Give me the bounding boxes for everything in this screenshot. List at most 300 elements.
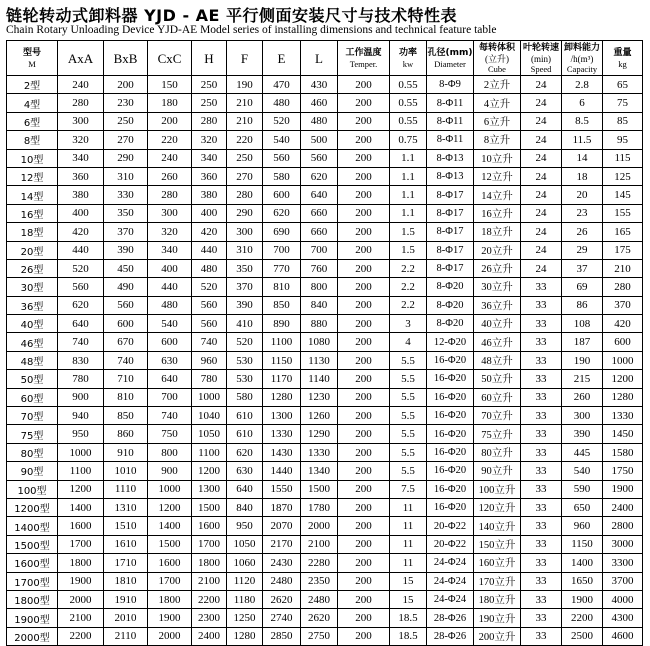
cell-diameter: 24-Φ24 bbox=[427, 590, 474, 608]
cell-e: 770 bbox=[263, 259, 301, 277]
cell-power: 15 bbox=[390, 590, 427, 608]
cell-f: 840 bbox=[227, 498, 263, 516]
table-row bbox=[7, 498, 643, 516]
cell-cxc: 1800 bbox=[148, 590, 192, 608]
table-row bbox=[7, 296, 643, 314]
cell-power: 4 bbox=[390, 333, 427, 351]
cell-cube: 8立升 bbox=[474, 131, 521, 149]
cell-cube: 70立升 bbox=[474, 407, 521, 425]
cell-cxc: 2000 bbox=[148, 627, 192, 645]
header-cxc: CxC bbox=[148, 41, 192, 76]
cell-cube: 20立升 bbox=[474, 241, 521, 259]
cell-speed: 33 bbox=[521, 407, 562, 425]
cell-weight: 125 bbox=[603, 167, 643, 185]
cell-cube: 48立升 bbox=[474, 351, 521, 369]
cell-capacity: 260 bbox=[562, 388, 603, 406]
cell-cube: 120立升 bbox=[474, 498, 521, 516]
cell-l: 430 bbox=[301, 76, 338, 94]
cell-power: 5.5 bbox=[390, 370, 427, 388]
cell-diameter: 16-Φ20 bbox=[427, 388, 474, 406]
cell-diameter: 8-Φ11 bbox=[427, 112, 474, 130]
cell-e: 560 bbox=[263, 149, 301, 167]
cell-model: 26型 bbox=[7, 259, 58, 277]
cell-cube: 30立升 bbox=[474, 278, 521, 296]
cell-h: 380 bbox=[192, 186, 227, 204]
cell-cxc: 900 bbox=[148, 462, 192, 480]
cell-weight: 85 bbox=[603, 112, 643, 130]
table-row bbox=[7, 259, 643, 277]
cell-l: 1130 bbox=[301, 351, 338, 369]
table-row bbox=[7, 370, 643, 388]
cell-bxb: 290 bbox=[104, 149, 148, 167]
cell-f: 410 bbox=[227, 315, 263, 333]
cell-axa: 340 bbox=[58, 149, 104, 167]
cell-power: 5.5 bbox=[390, 462, 427, 480]
table-row bbox=[7, 480, 643, 498]
cell-e: 520 bbox=[263, 112, 301, 130]
cell-power: 1.5 bbox=[390, 241, 427, 259]
cell-l: 1500 bbox=[301, 480, 338, 498]
cell-cxc: 320 bbox=[148, 223, 192, 241]
cell-h: 360 bbox=[192, 167, 227, 185]
cell-temper: 200 bbox=[338, 370, 390, 388]
cell-f: 610 bbox=[227, 407, 263, 425]
cell-axa: 1800 bbox=[58, 554, 104, 572]
cell-axa: 240 bbox=[58, 76, 104, 94]
cell-diameter: 28-Φ26 bbox=[427, 609, 474, 627]
cell-diameter: 16-Φ20 bbox=[427, 480, 474, 498]
cell-l: 640 bbox=[301, 186, 338, 204]
table-row bbox=[7, 94, 643, 112]
cell-cxc: 220 bbox=[148, 131, 192, 149]
cell-power: 5.5 bbox=[390, 351, 427, 369]
cell-model: 12型 bbox=[7, 167, 58, 185]
cell-speed: 24 bbox=[521, 223, 562, 241]
cell-diameter: 8-Φ17 bbox=[427, 204, 474, 222]
cell-capacity: 14 bbox=[562, 149, 603, 167]
table-row bbox=[7, 278, 643, 296]
cell-h: 280 bbox=[192, 112, 227, 130]
header-bxb: BxB bbox=[104, 41, 148, 76]
cell-f: 210 bbox=[227, 94, 263, 112]
cell-capacity: 2500 bbox=[562, 627, 603, 645]
cell-speed: 33 bbox=[521, 296, 562, 314]
cell-temper: 200 bbox=[338, 259, 390, 277]
cell-capacity: 445 bbox=[562, 443, 603, 461]
cell-temper: 200 bbox=[338, 186, 390, 204]
cell-diameter: 16-Φ20 bbox=[427, 462, 474, 480]
cell-l: 760 bbox=[301, 259, 338, 277]
cell-e: 1170 bbox=[263, 370, 301, 388]
cell-axa: 640 bbox=[58, 315, 104, 333]
cell-diameter: 24-Φ24 bbox=[427, 554, 474, 572]
cell-model: 14型 bbox=[7, 186, 58, 204]
cell-model: 2000型 bbox=[7, 627, 58, 645]
cell-f: 630 bbox=[227, 462, 263, 480]
header-e: E bbox=[263, 41, 301, 76]
header-axa: AxA bbox=[58, 41, 104, 76]
cell-cube: 170立升 bbox=[474, 572, 521, 590]
cell-cxc: 1700 bbox=[148, 572, 192, 590]
cell-temper: 200 bbox=[338, 388, 390, 406]
cell-axa: 780 bbox=[58, 370, 104, 388]
cell-speed: 24 bbox=[521, 186, 562, 204]
cell-e: 2620 bbox=[263, 590, 301, 608]
cell-l: 1340 bbox=[301, 462, 338, 480]
header-cube: 每转体积 (立升) Cube bbox=[474, 41, 521, 76]
cell-model: 1900型 bbox=[7, 609, 58, 627]
cell-capacity: 8.5 bbox=[562, 112, 603, 130]
cell-f: 520 bbox=[227, 333, 263, 351]
cell-speed: 33 bbox=[521, 388, 562, 406]
cell-power: 5.5 bbox=[390, 443, 427, 461]
cell-temper: 200 bbox=[338, 333, 390, 351]
cell-f: 350 bbox=[227, 259, 263, 277]
cell-speed: 24 bbox=[521, 112, 562, 130]
cell-speed: 33 bbox=[521, 572, 562, 590]
cell-e: 2170 bbox=[263, 535, 301, 553]
cell-speed: 24 bbox=[521, 76, 562, 94]
cell-cxc: 1600 bbox=[148, 554, 192, 572]
cell-axa: 740 bbox=[58, 333, 104, 351]
table-row bbox=[7, 443, 643, 461]
spec-table-body bbox=[7, 76, 643, 646]
cell-power: 15 bbox=[390, 572, 427, 590]
cell-temper: 200 bbox=[338, 425, 390, 443]
cell-diameter: 8-Φ17 bbox=[427, 186, 474, 204]
cell-weight: 3700 bbox=[603, 572, 643, 590]
cell-h: 1500 bbox=[192, 498, 227, 516]
cell-model: 1700型 bbox=[7, 572, 58, 590]
cell-f: 640 bbox=[227, 480, 263, 498]
cell-weight: 115 bbox=[603, 149, 643, 167]
cell-capacity: 2.8 bbox=[562, 76, 603, 94]
cell-capacity: 11.5 bbox=[562, 131, 603, 149]
cell-l: 1230 bbox=[301, 388, 338, 406]
cell-bxb: 490 bbox=[104, 278, 148, 296]
cell-e: 480 bbox=[263, 94, 301, 112]
cell-diameter: 16-Φ20 bbox=[427, 498, 474, 516]
cell-f: 1250 bbox=[227, 609, 263, 627]
cell-cube: 16立升 bbox=[474, 204, 521, 222]
cell-cube: 200立升 bbox=[474, 627, 521, 645]
cell-cxc: 1400 bbox=[148, 517, 192, 535]
cell-l: 1290 bbox=[301, 425, 338, 443]
title-chinese: 链轮转动式卸料器 YJD - AE 平行侧面安装尺寸与技术特性表 bbox=[6, 6, 458, 25]
header-l: L bbox=[301, 41, 338, 76]
cell-cxc: 480 bbox=[148, 296, 192, 314]
cell-power: 1.5 bbox=[390, 223, 427, 241]
cell-axa: 2100 bbox=[58, 609, 104, 627]
header-weight: 重量 kg bbox=[603, 41, 643, 76]
table-row bbox=[7, 425, 643, 443]
cell-power: 0.75 bbox=[390, 131, 427, 149]
cell-cube: 75立升 bbox=[474, 425, 521, 443]
cell-diameter: 16-Φ20 bbox=[427, 407, 474, 425]
cell-cxc: 400 bbox=[148, 259, 192, 277]
cell-h: 1700 bbox=[192, 535, 227, 553]
cell-f: 220 bbox=[227, 131, 263, 149]
cell-cxc: 700 bbox=[148, 388, 192, 406]
cell-e: 1300 bbox=[263, 407, 301, 425]
cell-axa: 1900 bbox=[58, 572, 104, 590]
cell-axa: 360 bbox=[58, 167, 104, 185]
cell-model: 1500型 bbox=[7, 535, 58, 553]
cell-temper: 200 bbox=[338, 112, 390, 130]
cell-speed: 24 bbox=[521, 131, 562, 149]
cell-power: 1.1 bbox=[390, 167, 427, 185]
cell-speed: 33 bbox=[521, 425, 562, 443]
cell-capacity: 37 bbox=[562, 259, 603, 277]
cell-diameter: 20-Φ22 bbox=[427, 535, 474, 553]
cell-f: 390 bbox=[227, 296, 263, 314]
cell-l: 1330 bbox=[301, 443, 338, 461]
cell-cube: 46立升 bbox=[474, 333, 521, 351]
cell-capacity: 26 bbox=[562, 223, 603, 241]
cell-f: 270 bbox=[227, 167, 263, 185]
cell-temper: 200 bbox=[338, 131, 390, 149]
cell-h: 1040 bbox=[192, 407, 227, 425]
cell-cube: 50立升 bbox=[474, 370, 521, 388]
cell-capacity: 69 bbox=[562, 278, 603, 296]
cell-l: 660 bbox=[301, 204, 338, 222]
cell-weight: 4000 bbox=[603, 590, 643, 608]
cell-h: 960 bbox=[192, 351, 227, 369]
cell-capacity: 29 bbox=[562, 241, 603, 259]
cell-axa: 2200 bbox=[58, 627, 104, 645]
cell-axa: 440 bbox=[58, 241, 104, 259]
cell-power: 5.5 bbox=[390, 388, 427, 406]
cell-cube: 6立升 bbox=[474, 112, 521, 130]
cell-speed: 24 bbox=[521, 149, 562, 167]
cell-cxc: 340 bbox=[148, 241, 192, 259]
header-power: 功率 kw bbox=[390, 41, 427, 76]
cell-h: 1000 bbox=[192, 388, 227, 406]
cell-temper: 200 bbox=[338, 627, 390, 645]
cell-temper: 200 bbox=[338, 351, 390, 369]
cell-model: 48型 bbox=[7, 351, 58, 369]
cell-capacity: 190 bbox=[562, 351, 603, 369]
cell-temper: 200 bbox=[338, 517, 390, 535]
cell-l: 2100 bbox=[301, 535, 338, 553]
cell-speed: 33 bbox=[521, 517, 562, 535]
cell-h: 320 bbox=[192, 131, 227, 149]
cell-capacity: 2200 bbox=[562, 609, 603, 627]
cell-diameter: 16-Φ20 bbox=[427, 351, 474, 369]
cell-bxb: 250 bbox=[104, 112, 148, 130]
cell-bxb: 330 bbox=[104, 186, 148, 204]
cell-cxc: 1200 bbox=[148, 498, 192, 516]
cell-axa: 2000 bbox=[58, 590, 104, 608]
cell-model: 1600型 bbox=[7, 554, 58, 572]
cell-speed: 24 bbox=[521, 204, 562, 222]
table-row bbox=[7, 590, 643, 608]
cell-diameter: 8-Φ9 bbox=[427, 76, 474, 94]
cell-bxb: 1010 bbox=[104, 462, 148, 480]
cell-power: 18.5 bbox=[390, 627, 427, 645]
cell-weight: 600 bbox=[603, 333, 643, 351]
table-row bbox=[7, 609, 643, 627]
cell-capacity: 1900 bbox=[562, 590, 603, 608]
cell-e: 600 bbox=[263, 186, 301, 204]
cell-bxb: 310 bbox=[104, 167, 148, 185]
cell-diameter: 8-Φ17 bbox=[427, 223, 474, 241]
cell-temper: 200 bbox=[338, 94, 390, 112]
cell-capacity: 20 bbox=[562, 186, 603, 204]
cell-l: 700 bbox=[301, 241, 338, 259]
cell-diameter: 8-Φ11 bbox=[427, 131, 474, 149]
cell-weight: 1580 bbox=[603, 443, 643, 461]
cell-bxb: 810 bbox=[104, 388, 148, 406]
cell-cxc: 600 bbox=[148, 333, 192, 351]
header-temper: 工作温度 Temper. bbox=[338, 41, 390, 76]
cell-model: 80型 bbox=[7, 443, 58, 461]
cell-cxc: 300 bbox=[148, 204, 192, 222]
cell-capacity: 215 bbox=[562, 370, 603, 388]
cell-f: 280 bbox=[227, 186, 263, 204]
cell-model: 1200型 bbox=[7, 498, 58, 516]
cell-h: 1600 bbox=[192, 517, 227, 535]
cell-weight: 3300 bbox=[603, 554, 643, 572]
cell-h: 420 bbox=[192, 223, 227, 241]
cell-weight: 155 bbox=[603, 204, 643, 222]
cell-capacity: 650 bbox=[562, 498, 603, 516]
cell-capacity: 540 bbox=[562, 462, 603, 480]
cell-cube: 10立升 bbox=[474, 149, 521, 167]
cell-l: 2350 bbox=[301, 572, 338, 590]
cell-h: 1800 bbox=[192, 554, 227, 572]
cell-l: 1780 bbox=[301, 498, 338, 516]
cell-diameter: 8-Φ20 bbox=[427, 278, 474, 296]
cell-cxc: 200 bbox=[148, 112, 192, 130]
cell-axa: 560 bbox=[58, 278, 104, 296]
cell-e: 850 bbox=[263, 296, 301, 314]
cell-cxc: 1000 bbox=[148, 480, 192, 498]
cell-l: 2750 bbox=[301, 627, 338, 645]
cell-weight: 1330 bbox=[603, 407, 643, 425]
cell-e: 810 bbox=[263, 278, 301, 296]
cell-speed: 33 bbox=[521, 278, 562, 296]
cell-f: 1120 bbox=[227, 572, 263, 590]
cell-weight: 1200 bbox=[603, 370, 643, 388]
cell-diameter: 8-Φ13 bbox=[427, 149, 474, 167]
cell-capacity: 86 bbox=[562, 296, 603, 314]
cell-diameter: 24-Φ24 bbox=[427, 572, 474, 590]
cell-bxb: 450 bbox=[104, 259, 148, 277]
cell-bxb: 910 bbox=[104, 443, 148, 461]
cell-e: 1440 bbox=[263, 462, 301, 480]
cell-l: 2000 bbox=[301, 517, 338, 535]
cell-h: 400 bbox=[192, 204, 227, 222]
cell-power: 11 bbox=[390, 554, 427, 572]
cell-l: 2620 bbox=[301, 609, 338, 627]
cell-model: 60型 bbox=[7, 388, 58, 406]
cell-speed: 33 bbox=[521, 498, 562, 516]
cell-h: 560 bbox=[192, 315, 227, 333]
cell-h: 250 bbox=[192, 94, 227, 112]
table-row bbox=[7, 112, 643, 130]
cell-capacity: 187 bbox=[562, 333, 603, 351]
header-f: F bbox=[227, 41, 263, 76]
cell-cxc: 1500 bbox=[148, 535, 192, 553]
cell-e: 1100 bbox=[263, 333, 301, 351]
cell-e: 540 bbox=[263, 131, 301, 149]
cell-cxc: 150 bbox=[148, 76, 192, 94]
cell-temper: 200 bbox=[338, 443, 390, 461]
table-row bbox=[7, 131, 643, 149]
cell-capacity: 18 bbox=[562, 167, 603, 185]
cell-model: 30型 bbox=[7, 278, 58, 296]
cell-power: 1.1 bbox=[390, 186, 427, 204]
cell-cube: 36立升 bbox=[474, 296, 521, 314]
table-row bbox=[7, 351, 643, 369]
cell-bxb: 230 bbox=[104, 94, 148, 112]
cell-bxb: 860 bbox=[104, 425, 148, 443]
cell-weight: 65 bbox=[603, 76, 643, 94]
cell-cube: 14立升 bbox=[474, 186, 521, 204]
cell-cxc: 540 bbox=[148, 315, 192, 333]
table-row bbox=[7, 388, 643, 406]
table-row bbox=[7, 462, 643, 480]
cell-weight: 1000 bbox=[603, 351, 643, 369]
cell-h: 2300 bbox=[192, 609, 227, 627]
cell-cxc: 260 bbox=[148, 167, 192, 185]
cell-speed: 33 bbox=[521, 333, 562, 351]
cell-h: 740 bbox=[192, 333, 227, 351]
cell-model: 75型 bbox=[7, 425, 58, 443]
cell-bxb: 670 bbox=[104, 333, 148, 351]
cell-diameter: 12-Φ20 bbox=[427, 333, 474, 351]
cell-bxb: 2110 bbox=[104, 627, 148, 645]
cell-cube: 80立升 bbox=[474, 443, 521, 461]
cell-bxb: 1110 bbox=[104, 480, 148, 498]
header-speed: 叶轮转速 (min) Speed bbox=[521, 41, 562, 76]
cell-cube: 26立升 bbox=[474, 259, 521, 277]
cell-l: 2480 bbox=[301, 590, 338, 608]
cell-diameter: 8-Φ17 bbox=[427, 241, 474, 259]
cell-e: 1550 bbox=[263, 480, 301, 498]
cell-weight: 1900 bbox=[603, 480, 643, 498]
table-row bbox=[7, 535, 643, 553]
cell-temper: 200 bbox=[338, 480, 390, 498]
cell-temper: 200 bbox=[338, 149, 390, 167]
table-row bbox=[7, 554, 643, 572]
cell-l: 460 bbox=[301, 94, 338, 112]
cell-e: 580 bbox=[263, 167, 301, 185]
cell-cube: 150立升 bbox=[474, 535, 521, 553]
cell-cube: 160立升 bbox=[474, 554, 521, 572]
cell-cxc: 180 bbox=[148, 94, 192, 112]
cell-speed: 33 bbox=[521, 590, 562, 608]
cell-speed: 33 bbox=[521, 443, 562, 461]
cell-h: 2200 bbox=[192, 590, 227, 608]
cell-model: 2型 bbox=[7, 76, 58, 94]
cell-bxb: 560 bbox=[104, 296, 148, 314]
cell-e: 890 bbox=[263, 315, 301, 333]
cell-weight: 3000 bbox=[603, 535, 643, 553]
cell-weight: 4600 bbox=[603, 627, 643, 645]
cell-e: 1280 bbox=[263, 388, 301, 406]
cell-temper: 200 bbox=[338, 278, 390, 296]
cell-cube: 190立升 bbox=[474, 609, 521, 627]
cell-e: 1870 bbox=[263, 498, 301, 516]
cell-bxb: 390 bbox=[104, 241, 148, 259]
table-row bbox=[7, 333, 643, 351]
cell-axa: 400 bbox=[58, 204, 104, 222]
header-h: H bbox=[192, 41, 227, 76]
header-model: 型号 M bbox=[7, 41, 58, 76]
cell-axa: 380 bbox=[58, 186, 104, 204]
